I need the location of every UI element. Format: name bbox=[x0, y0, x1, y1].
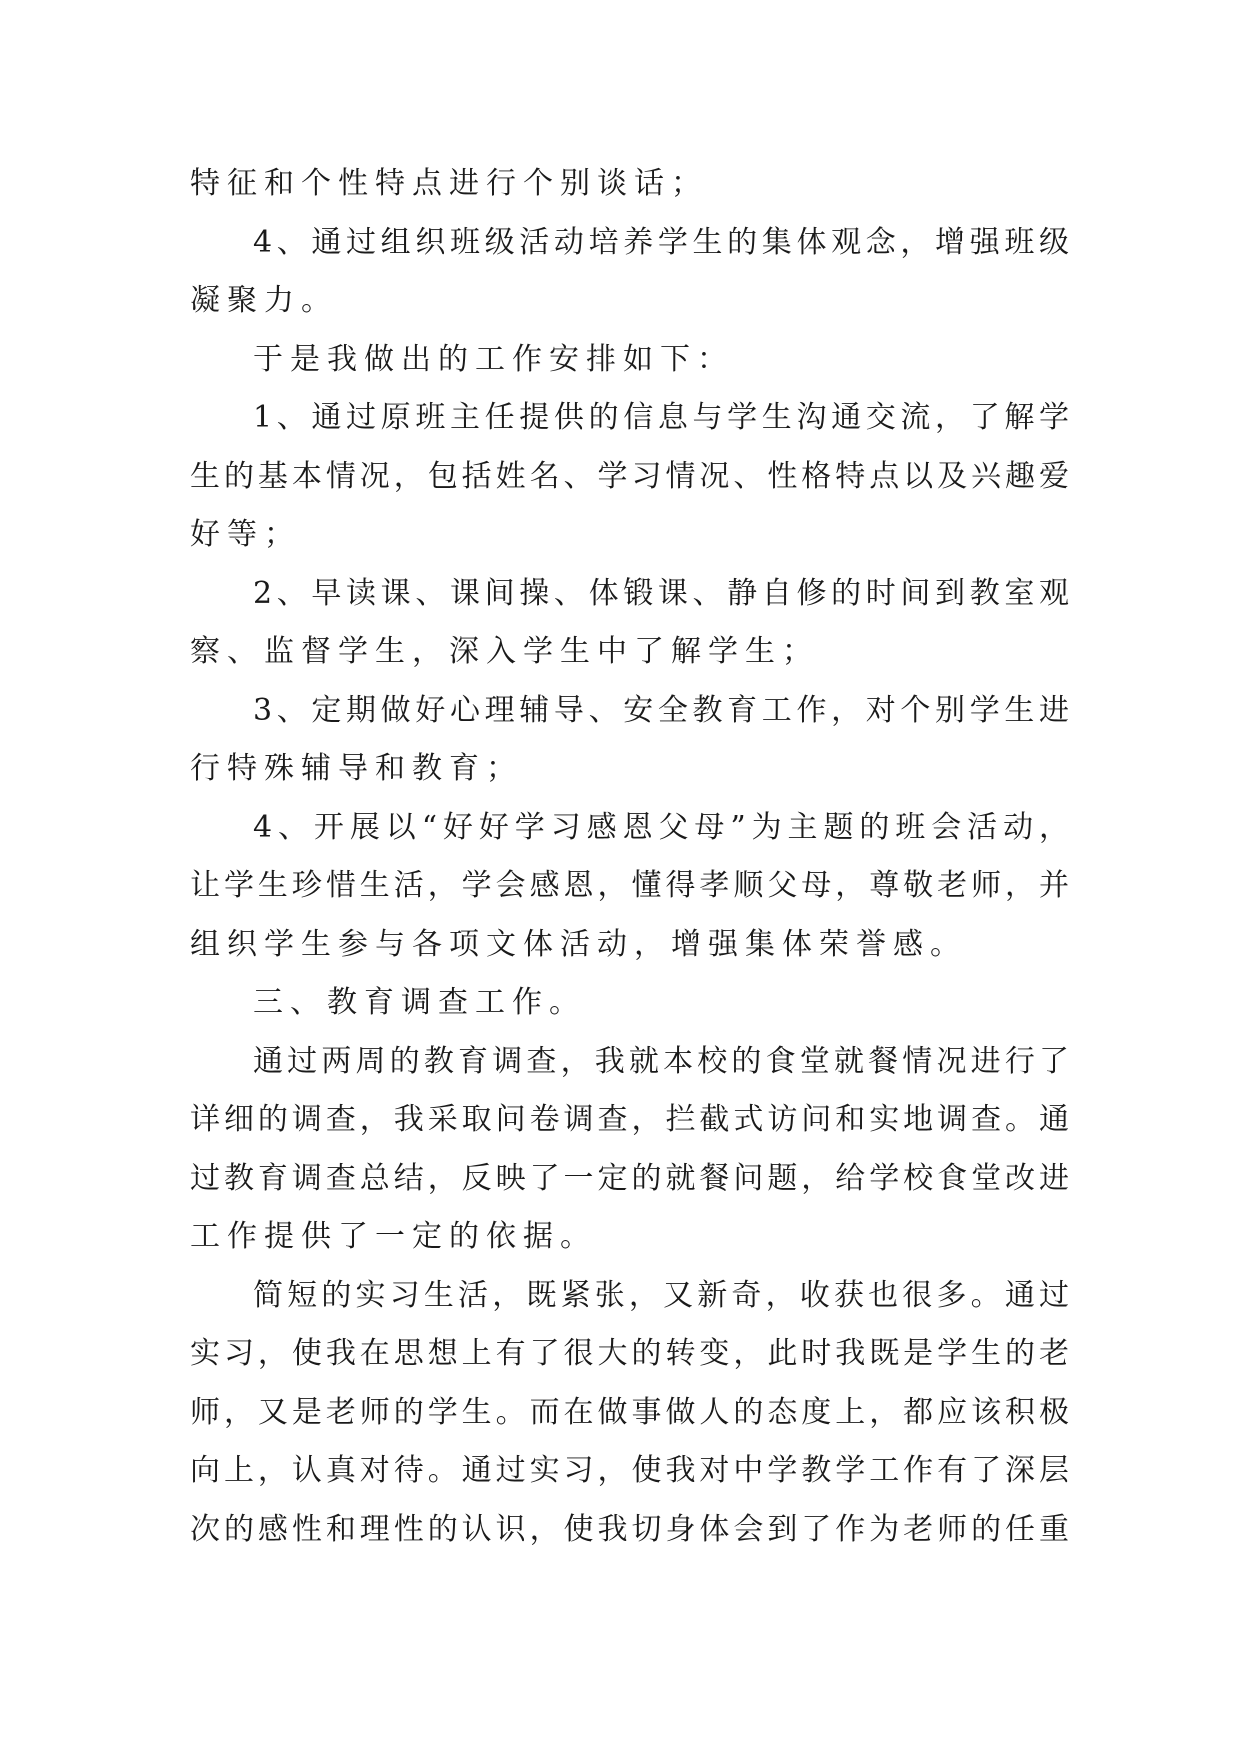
text-line: 2、早读课、课间操、体锻课、静自修的时间到教室观 bbox=[253, 576, 1070, 611]
text-line: 生的基本情况，包括姓名、学习情况、性格特点以及兴趣爱 bbox=[190, 459, 1070, 494]
text-line: 通过两周的教育调查，我就本校的食堂就餐情况进行了 bbox=[253, 1044, 1070, 1079]
text-line: 工作提供了一定的依据。 bbox=[190, 1219, 597, 1254]
text-line: 行特殊辅导和教育； bbox=[190, 751, 523, 786]
text-line: 1、通过原班主任提供的信息与学生沟通交流，了解学 bbox=[253, 400, 1070, 435]
text-line: 简短的实习生活，既紧张，又新奇，收获也很多。通过 bbox=[253, 1278, 1070, 1313]
text-line: 4、通过组织班级活动培养学生的集体观念，增强班级 bbox=[253, 225, 1070, 260]
text-line: 4、开展以“好好学习感恩父母”为主题的班会活动， bbox=[253, 810, 1070, 845]
section-heading: 三、教育调查工作。 bbox=[253, 985, 586, 1020]
text-line: 实习，使我在思想上有了很大的转变，此时我既是学生的老 bbox=[190, 1336, 1070, 1371]
text-line: 3、定期做好心理辅导、安全教育工作，对个别学生进 bbox=[253, 693, 1070, 728]
text-line: 过教育调查总结，反映了一定的就餐问题，给学校食堂改进 bbox=[190, 1161, 1070, 1196]
text-line: 向上，认真对待。通过实习，使我对中学教学工作有了深层 bbox=[190, 1453, 1070, 1488]
text-line: 组织学生参与各项文体活动，增强集体荣誉感。 bbox=[190, 927, 967, 962]
text-line: 特征和个性特点进行个别谈话； bbox=[190, 166, 708, 201]
text-line: 察、监督学生，深入学生中了解学生； bbox=[190, 634, 819, 669]
text-line: 师，又是老师的学生。而在做事做人的态度上，都应该积极 bbox=[190, 1395, 1070, 1430]
text-line: 次的感性和理性的认识，使我切身体会到了作为老师的任重 bbox=[190, 1512, 1070, 1547]
text-line: 详细的调查，我采取问卷调查，拦截式访问和实地调查。通 bbox=[190, 1102, 1070, 1137]
text-line: 好等； bbox=[190, 517, 301, 552]
text-line: 让学生珍惜生活，学会感恩，懂得孝顺父母，尊敬老师，并 bbox=[190, 868, 1070, 903]
text-line: 凝聚力。 bbox=[190, 283, 338, 318]
text-line: 于是我做出的工作安排如下： bbox=[253, 342, 734, 377]
